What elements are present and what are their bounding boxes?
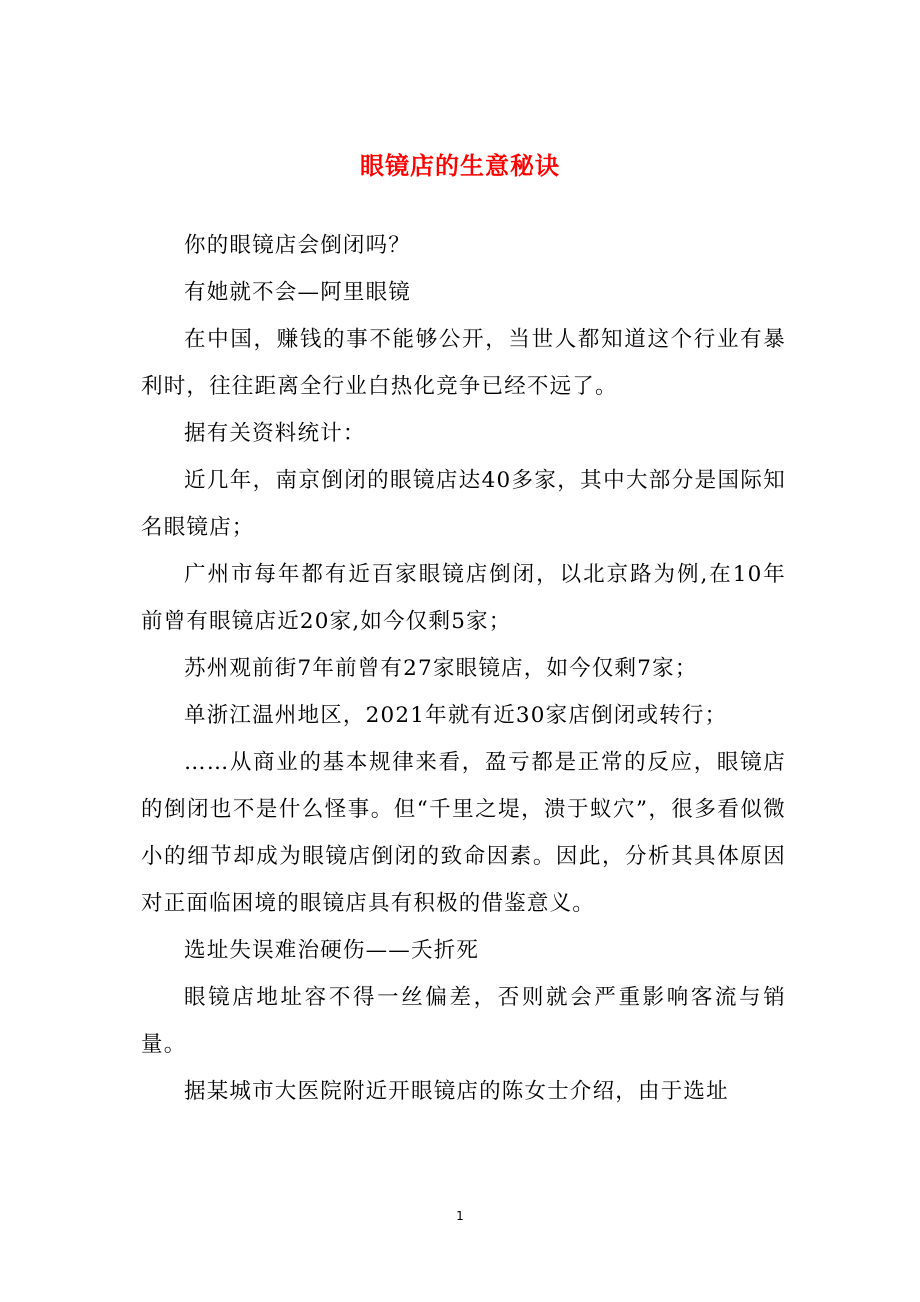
paragraph: 有她就不会—阿里眼镜 [184, 280, 412, 305]
paragraph: ……从商业的基本规律来看，盈亏都是正常的反应，眼镜店的倒闭也不是什么怪事。但“千里之堤，溃于蚁穴”，很多看似微小的细节却成为眼镜店倒闭的致命因素。因此，分析其具体原因对正面临困境的眼镜店具有积极的借鉴意义。 [141, 750, 786, 916]
paragraph: 单浙江温州地区，2021年就有近30家店倒闭或转行； [184, 703, 728, 728]
paragraph: 广州市每年都有近百家眼镜店倒闭，以北京路为例,在10年前曾有眼镜店近20家,如今仅剩5家； [141, 562, 786, 634]
paragraph: 眼镜店地址容不得一丝偏差，否则就会严重影响客流与销量。 [141, 985, 786, 1057]
paragraph: 苏州观前街7年前曾有27家眼镜店，如今仅剩7家； [184, 656, 698, 681]
document-body [141, 222, 786, 1115]
paragraph: 你的眼镜店会倒闭吗？ [184, 233, 412, 258]
section-heading: 选址失误难治硬伤——夭折死 [184, 938, 480, 963]
page-number: 1 [456, 1209, 464, 1223]
paragraph: 在中国，赚钱的事不能够公开，当世人都知道这个行业有暴利时，往往距离全行业白热化竞争已经不远了。 [141, 327, 786, 399]
document-title: 眼镜店的生意秘诀 [360, 151, 560, 180]
paragraph: 近几年，南京倒闭的眼镜店达40多家，其中大部分是国际知名眼镜店； [141, 468, 786, 540]
paragraph: 据某城市大医院附近开眼镜店的陈女士介绍，由于选址 [184, 1079, 729, 1104]
paragraph: 据有关资料统计： [184, 421, 366, 446]
